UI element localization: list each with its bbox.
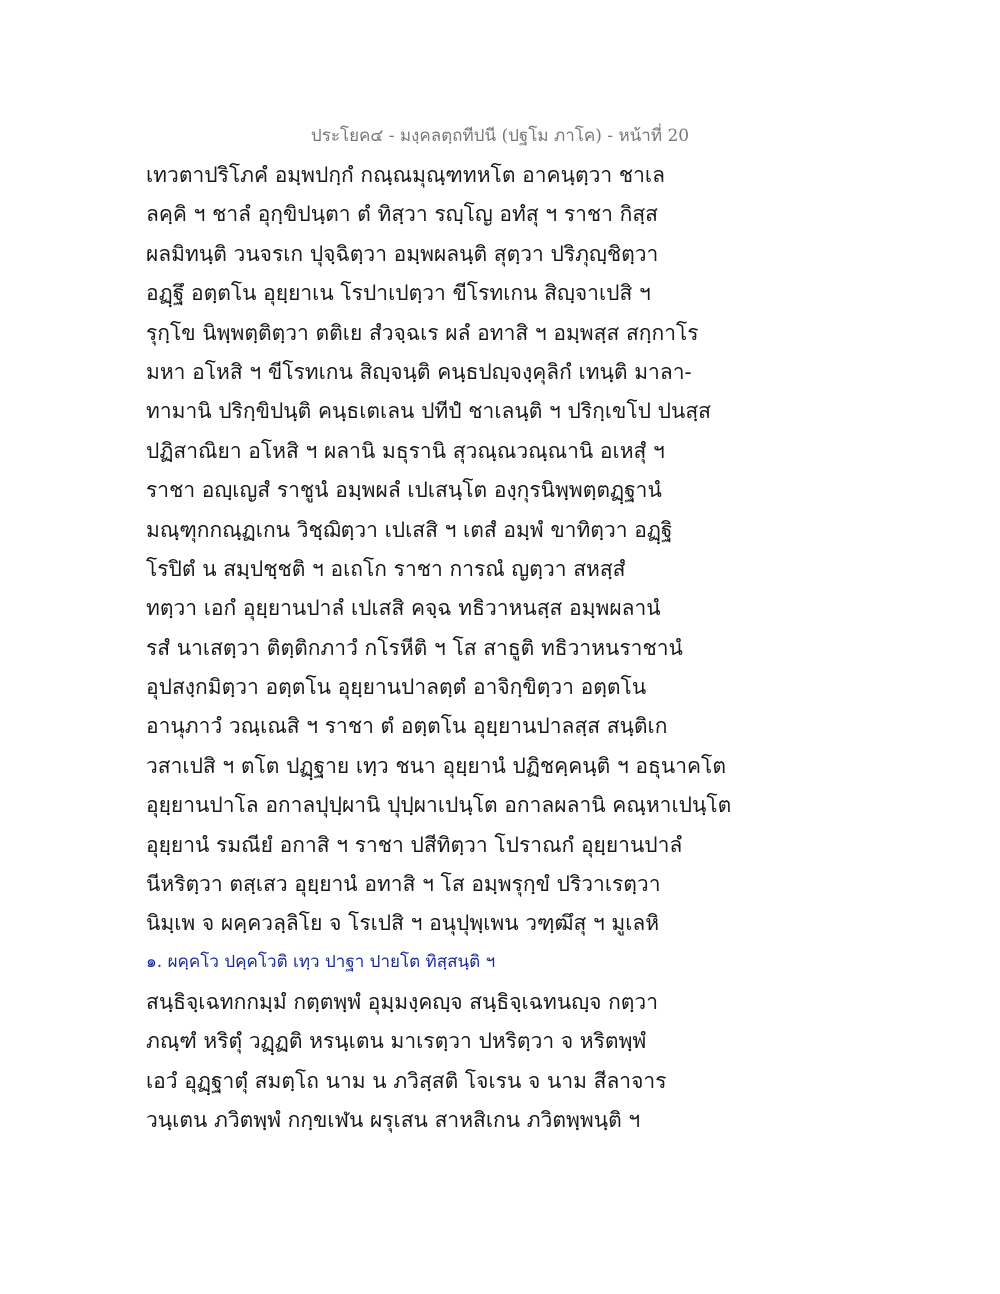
text-line: วนฺเตน ภวิตพฺพํ กกฺขเฬน ผรุเสน สาหสิเกน ภวิตพฺพนฺติ ฯ	[146, 1108, 641, 1133]
text-line: ทามานิ ปริกฺขิปนฺติ คนฺธเตเลน ปทีปํ ชาเลนฺติ ฯ ปริกฺเขโป ปนสฺส	[146, 399, 711, 424]
text-line: อานุภาวํ วณฺเณสิ ฯ ราชา ตํ อตฺตโน อุยฺยานปาลสฺส สนฺติเก	[146, 714, 668, 739]
text-line: อุปสงฺกมิตฺวา อตฺตโน อุยฺยานปาลตฺตํ อาจิกฺขิตฺวา อตฺตโน	[146, 675, 647, 700]
paragraph-2	[146, 983, 746, 1141]
text-line: มหา อโหสิ ฯ ขีโรทเกน สิญฺจนฺติ คนฺธปญฺจงฺคุลิกํ เทนฺติ มาลา-	[146, 359, 692, 384]
footnote-line: ๑. ผคฺคโว ปคฺคโวติ เทฺว ปาฐา ปายโต ทิสฺสนฺติ ฯ	[146, 951, 496, 972]
text-line: ปฏิสาณิยา อโหสิ ฯ ผลานิ มธุรานิ สุวณฺณวณฺณานิ อเหสุํ ฯ	[146, 438, 665, 463]
paragraph-1	[146, 156, 746, 980]
text-line: มณฺฑุกกณฺฏเกน วิชฺฌิตฺวา เปเสสิ ฯ เตสํ อมฺพํ ขาทิตฺวา อฏฺฐิ	[146, 517, 673, 542]
running-header: ประโยค๔ - มงฺคลตฺถทีปนี (ปฐโม ภาโค) - หน้าที่ 20	[310, 126, 690, 146]
text-line: รุกฺโข นิพฺพตฺติตฺวา ตติเย สํวจฺฉเร ผลํ อทาสิ ฯ อมฺพสฺส สกฺกาโร	[146, 320, 699, 345]
text-line: นีหริตฺวา ตสฺเสว อุยฺยานํ อทาสิ ฯ โส อมฺพรุกฺขํ ปริวาเรตฺวา	[146, 872, 661, 897]
text-line: สนฺธิจฺเฉทกกมฺมํ กตฺตพฺพํ อุมฺมงฺคญฺจ สนฺธิจฺเฉทนญฺจ กตฺวา	[146, 990, 659, 1014]
text-line: ลคฺคิ ฯ ชาลํ อุกฺขิปนฺตา ตํ ทิสฺวา รญฺโญ อทํสุ ฯ ราชา กิสฺส	[146, 202, 658, 227]
text-line: ผลมิทนฺติ วนจรเก ปุจฺฉิตฺวา อมฺพผลนฺติ สุตฺวา ปริภุญฺชิตฺวา	[146, 241, 659, 266]
text-line: อุยฺยานํ รมณียํ อกาสิ ฯ ราชา ปสีทิตฺวา โปราณกํ อุยฺยานปาลํ	[146, 832, 683, 857]
text-line: ทตฺวา เอกํ อุยฺยานปาลํ เปเสสิ คจฺฉ ทธิวาหนสฺส อมฺพผลานํ	[146, 596, 661, 621]
text-line: อุยฺยานปาโล อกาลปุปฺผานิ ปุปฺผาเปนฺโต อกาลผลานิ คณฺหาเปนฺโต	[146, 793, 732, 818]
text-line: โรปิตํ น สมฺปชฺชติ ฯ อเถโก ราชา การณํ ญตฺวา สหสฺสํ	[146, 556, 626, 581]
text-line: อฏฺฐึ อตฺตโน อุยฺยาเน โรปาเปตฺวา ขีโรทเกน สิญฺจาเปสิ ฯ	[146, 281, 651, 306]
text-line: เทวตาปริโภคํ อมฺพปกฺกํ กณฺณมุณฺฑทหโต อาคนฺตฺวา ชาเล	[146, 163, 665, 187]
text-line: ภณฺฑํ หริตุํ วฏฺฏติ หรนฺเตน มาเรตฺวา ปหริตฺวา จ หริตพฺพํ	[146, 1029, 647, 1054]
text-line: วสาเปสิ ฯ ตโต ปฏฺฐาย เทฺว ชนา อุยฺยานํ ปฏิชคฺคนฺติ ฯ อธุนาคโต	[146, 753, 726, 778]
text-line: ราชา อญฺเญสํ ราชูนํ อมฺพผลํ เปเสนฺโต องฺกุรนิพฺพตฺตฏฺฐานํ	[146, 478, 662, 503]
text-line: นิมฺเพ จ ผคฺควลฺลิโย จ โรเปสิ ฯ อนุปุพฺเพน วฑฺฒึสุ ฯ มูเลหิ	[146, 911, 660, 936]
text-line: รสํ นาเสตฺวา ติตฺติกภาวํ กโรหีติ ฯ โส สาธูติ ทธิวาหนราชานํ	[146, 635, 683, 660]
text-line: เอวํ อุฏฺฐาตุํ สมตฺโถ นาม น ภวิสฺสติ โจเรน จ นาม สีลาจาร	[146, 1068, 667, 1093]
